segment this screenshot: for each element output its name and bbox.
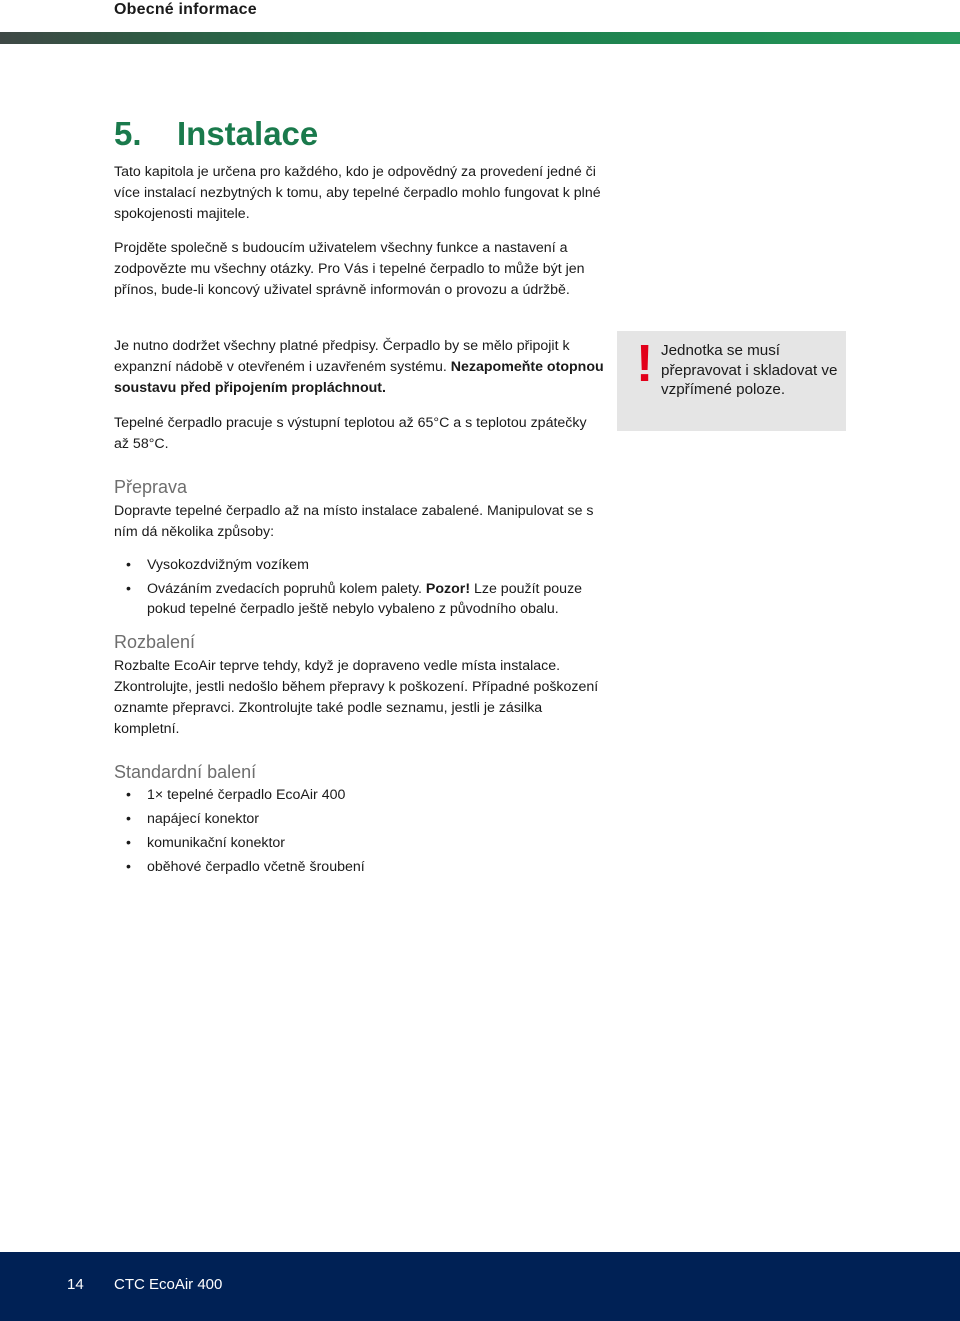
list-item-text: komunikační konektor bbox=[147, 835, 286, 851]
list-item-text: Ovázáním zvedacích popruhů kolem palety. bbox=[147, 581, 426, 597]
section-header: Obecné informace bbox=[114, 1, 257, 18]
footer-bar bbox=[0, 1252, 960, 1321]
header-bar bbox=[0, 32, 960, 44]
intro-paragraph-2: Projděte společně s budoucím uživatelem všechny funkce a nastavení a zodpovězte mu všechny otázky. Pro Vás i tepelné čerpadlo to může být jen přínos, bude-li koncový uživatel správně informován o provozu a údržbě. bbox=[114, 240, 585, 298]
chapter-title bbox=[114, 115, 318, 153]
list-item-text: Lze použít pouze pokud tepelné čerpadlo ještě nebylo vybaleno z původního obalu. bbox=[147, 581, 583, 617]
transport-list bbox=[114, 556, 604, 624]
standard-package-heading: Standardní balení bbox=[114, 762, 257, 782]
list-item-text: oběhové čerpadlo včetně šroubení bbox=[147, 859, 365, 875]
bullet-icon: • bbox=[126, 557, 131, 573]
standard-package-list bbox=[114, 786, 604, 882]
list-item bbox=[114, 786, 604, 806]
bullet-icon: • bbox=[126, 581, 131, 597]
bullet-icon: • bbox=[126, 835, 131, 851]
page-number: 14 bbox=[67, 1276, 84, 1293]
list-item-text: 1× tepelné čerpadlo EcoAir 400 bbox=[147, 787, 346, 803]
list-item bbox=[114, 580, 604, 619]
list-item bbox=[114, 556, 604, 576]
list-item-text: Vysokozdvižným vozíkem bbox=[147, 557, 309, 573]
caution-label: Pozor! bbox=[425, 581, 471, 597]
unpacking-text: Rozbalte EcoAir teprve tehdy, když je dopraveno vedle místa instalace. Zkontrolujte, jestli nedošlo během přepravy k poškození. Případné poškození oznamte přepravci. Zkontrolujte také podle seznamu, jestli je zásilka kompletní. bbox=[114, 658, 599, 737]
chapter-number: 5. bbox=[114, 115, 142, 152]
list-item bbox=[114, 810, 604, 830]
bullet-icon: • bbox=[126, 811, 131, 827]
chapter-title-text: Instalace bbox=[177, 115, 319, 152]
note-box bbox=[617, 331, 846, 431]
bullet-icon: • bbox=[126, 787, 131, 803]
flush-warning-text: Nezapomeňte otopnou soustavu před připojením propláchnout. bbox=[114, 359, 604, 396]
unpacking-heading: Rozbalení bbox=[114, 632, 196, 652]
regulations-text: Je nutno dodržet všechny platné předpisy. Čerpadlo by se mělo připojit k expanzní nádobě v otevřeném i uzavřeném systému. bbox=[114, 338, 570, 375]
list-item bbox=[114, 858, 604, 878]
bullet-icon: • bbox=[126, 859, 131, 875]
list-item bbox=[114, 834, 604, 854]
intro-paragraph-4: Tepelné čerpadlo pracuje s výstupní teplotou až 65°C a s teplotou zpátečky až 58°C. bbox=[114, 415, 587, 452]
note-text: Jednotka se musí přepravovat i skladovat ve vzpřímené poloze. bbox=[661, 342, 838, 398]
intro-paragraph-1: Tato kapitola je určena pro každého, kdo je odpovědný za provedení jedné či více instalací nezbytných k tomu, aby tepelné čerpadlo mohlo fungovat k plné spokojenosti majitele. bbox=[114, 164, 601, 222]
intro-paragraph-3 bbox=[114, 336, 604, 399]
transport-heading: Přeprava bbox=[114, 477, 188, 497]
product-name: CTC EcoAir 400 bbox=[114, 1276, 223, 1293]
list-item-text: napájecí konektor bbox=[147, 811, 259, 827]
exclamation-icon: ! bbox=[636, 335, 654, 393]
transport-text: Dopravte tepelné čerpadlo až na místo instalace zabalené. Manipulovat se s ním dá několika způsoby: bbox=[114, 503, 594, 540]
